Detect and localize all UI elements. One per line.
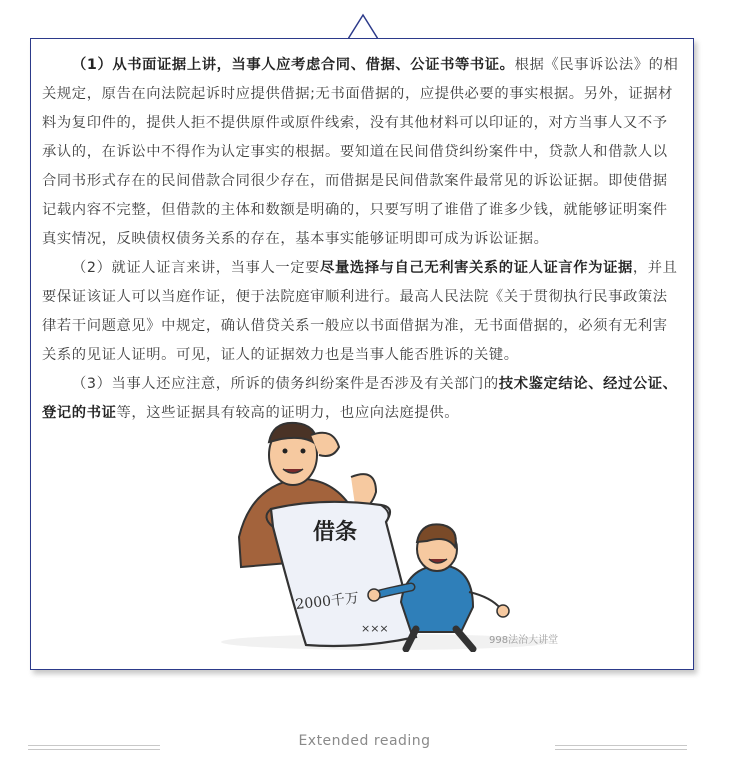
- iou-amount: 2000千万: [294, 590, 360, 613]
- paragraph-2-bold: 尽量选择与自己无利害关系的证人证言作为证据: [320, 260, 633, 276]
- watermark-text: 998法治大讲堂: [489, 635, 559, 646]
- paragraph-1-bold: （1）从书面证据上讲，当事人应考虑合同、借据、公证书等书证。: [72, 57, 515, 73]
- iou-signature-marks: ×××: [361, 622, 389, 635]
- iou-document: [266, 502, 416, 646]
- paragraph-3-post: 等，这些证据具有较高的证明力，也应向法庭提供。: [116, 405, 460, 421]
- iou-cartoon-illustration: [211, 417, 561, 652]
- article-body: [42, 51, 682, 428]
- paragraph-1-text: 根据《民事诉讼法》的相关规定，原告在向法院起诉时应提供借据;无书面借据的，应提供必要的事实根据。另外，证据材料为复印件的，提供人拒不提供原件或原件线索，没有其他材料可以印证的，对方当事人又不予承认的，在诉讼中不得作为认定事实的根据。要知道在民间借贷纠纷案件中，贷款人和借款人以合同书形式存在的民间借款合同很少存在，而借据是民间借款案件最常见的诉讼证据。即使借据记载内容不完整，但借款的主体和数额是明确的，只要写明了谁借了谁多少钱，就能够证明案件真实情况，反映债权债务关系的存在，基本事实能够证明即可成为诉讼证据。: [42, 57, 679, 247]
- paragraph-1: [42, 51, 682, 254]
- paragraph-2-post: ，并且要保证该证人可以当庭作证，便于法院庭审顺利进行。最高人民法院《关于贯彻执行民事政策法律若干问题意见》中规定，确认借贷关系一般应以书面借据为准，无书面借据的，必须有无利害关系的见证人证明。可见，证人的证据效力也是当事人能否胜诉的关键。: [42, 260, 678, 363]
- paragraph-2: [42, 254, 682, 370]
- divider-right-top: [555, 745, 687, 746]
- paragraph-3-pre: （3）当事人还应注意，所诉的债务纠纷案件是否涉及有关部门的: [72, 376, 499, 392]
- extended-reading-footer: [0, 715, 729, 766]
- divider-left-bottom: [28, 749, 160, 750]
- paragraph-2-pre: （2）就证人证言来讲，当事人一定要: [72, 260, 321, 276]
- paragraph-3-bold: 技术鉴定结论、经过公证、登记的书证: [42, 376, 678, 421]
- iou-title: 借条: [313, 520, 358, 545]
- extended-reading-label: Extended reading: [298, 733, 431, 749]
- divider-right-bottom: [555, 749, 687, 750]
- article-card: [30, 38, 694, 670]
